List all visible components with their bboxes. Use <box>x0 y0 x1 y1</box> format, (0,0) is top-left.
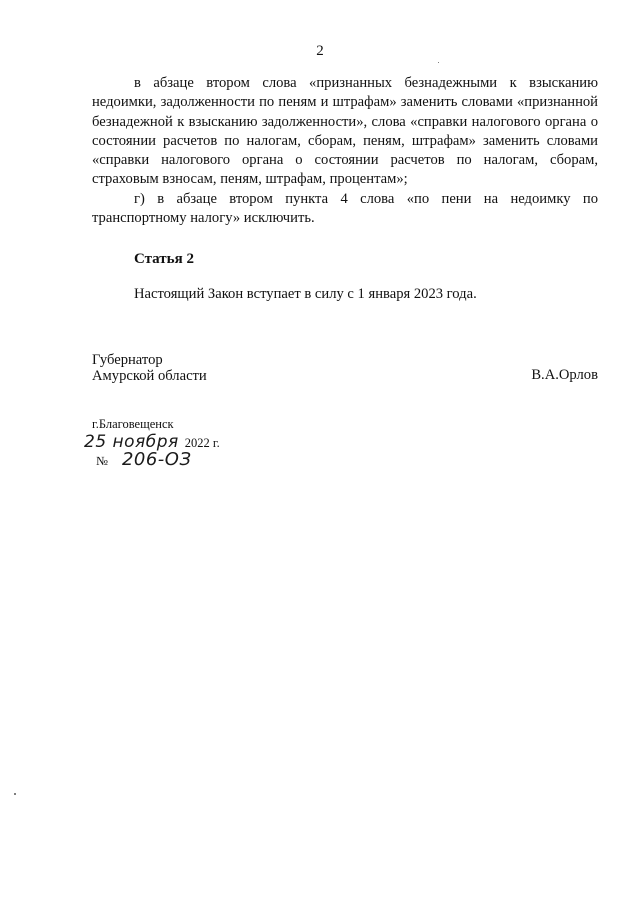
signer-title <box>92 352 207 384</box>
paragraph-amendment-b: в абзаце втором слова «признанных безнадежными к взысканию недоимки, задолженности по пеням и штрафам» заменить словами «признанной безнадежной к взысканию задолженности», слова «справки налогового органа о состоянии расчетов по налогам, сборам, пеням, штрафам» заменить словами «справки налогового органа о состоянии расчетов по налогам, сборам, страховым взносам, пеням, штрафам, процентам»; <box>92 75 598 188</box>
signer-title-line2: Амурской области <box>92 368 207 384</box>
signer-title-line1: Губернатор <box>92 352 163 368</box>
handwritten-law-number: 206-ОЗ <box>121 449 192 470</box>
law-number-line <box>96 449 192 470</box>
date-year: 2022 г. <box>184 436 220 450</box>
handwritten-date: 25 ноября <box>84 432 179 452</box>
page-number: 2 <box>316 43 324 59</box>
amendment-text <box>92 74 598 228</box>
city-label: г.Благовещенск <box>92 417 174 431</box>
scan-speck <box>438 62 439 63</box>
number-sign: № <box>96 454 108 468</box>
signer-name: В.А.Орлов <box>531 367 598 383</box>
article-text: Настоящий Закон вступает в силу с 1 января 2023 года. <box>134 286 477 302</box>
paragraph-amendment-g: г) в абзаце втором пункта 4 слова «по пени на недоимку по транспортному налогу» исключить. <box>92 190 598 227</box>
article-heading: Статья 2 <box>134 251 194 267</box>
scan-speck <box>14 793 16 795</box>
